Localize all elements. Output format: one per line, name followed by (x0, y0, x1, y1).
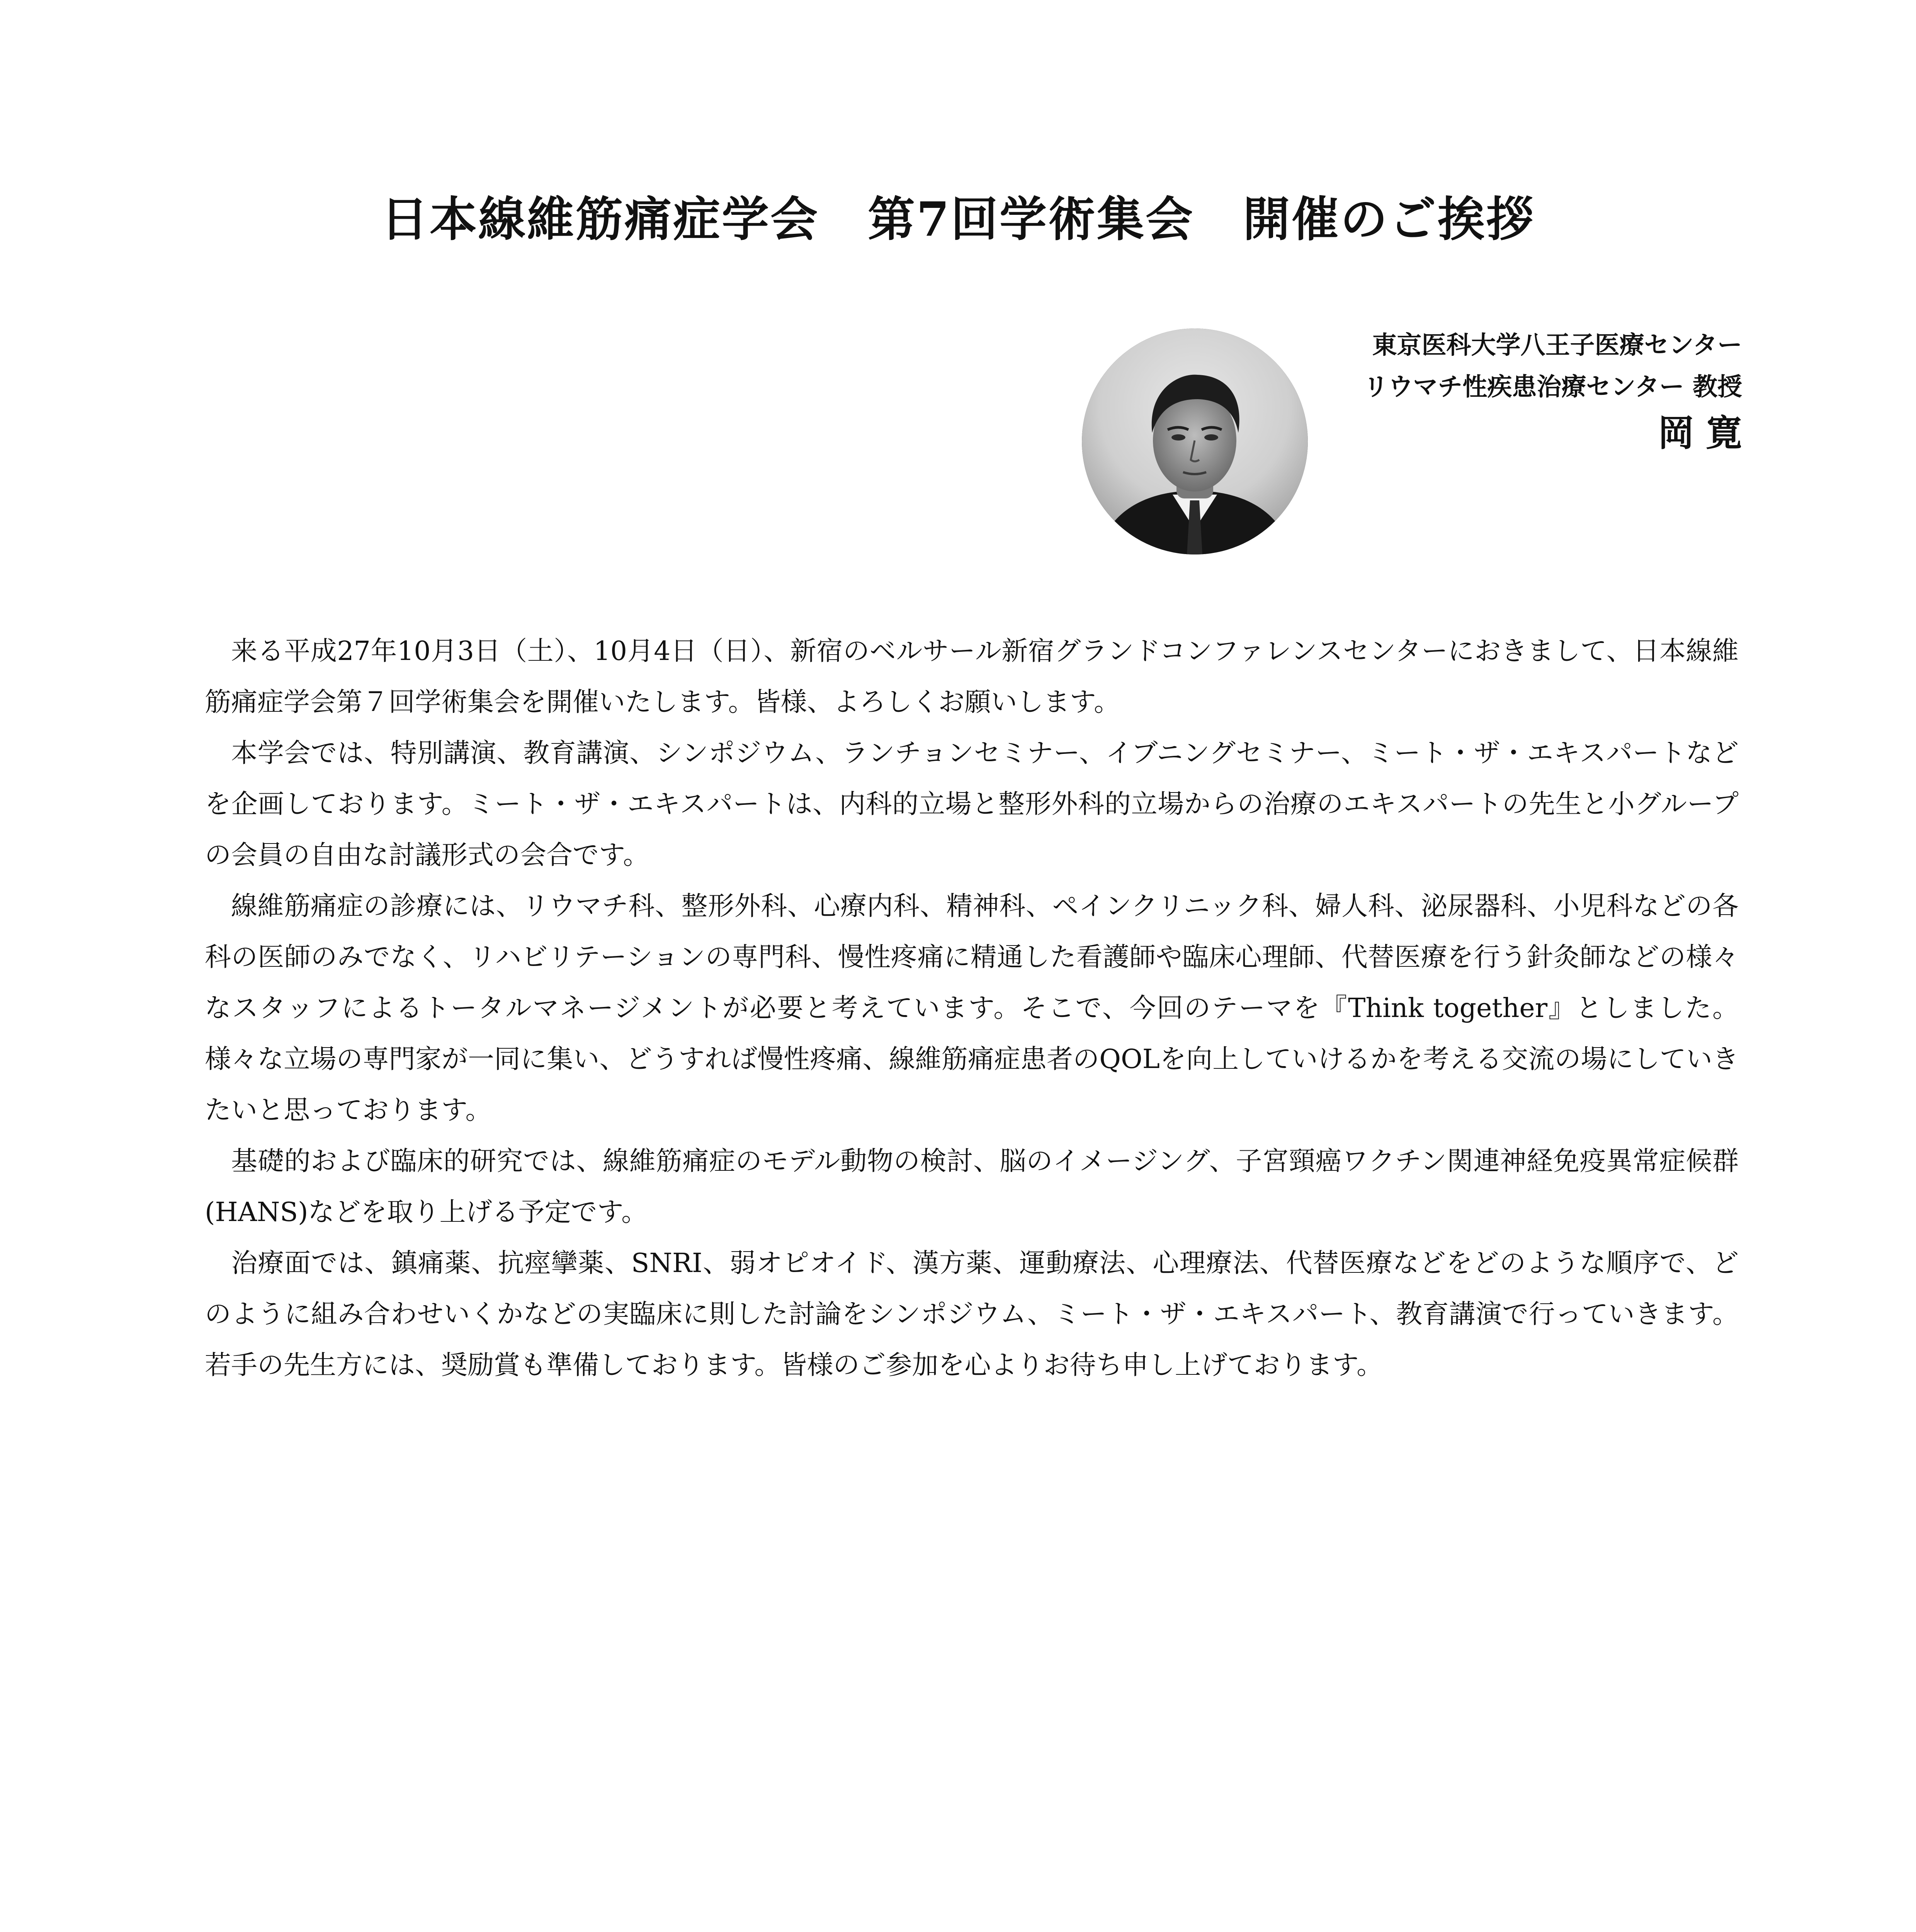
body-paragraph: 治療面では、鎮痛薬、抗痙攣薬、SNRI、弱オピオイド、漢方薬、運動療法、心理療法、代替医療などをどのような順序で、どのように組み合わせいくかなどの実臨床に則した討論をシンポジウム、ミート・ザ・エキスパート、教育講演で行っていきます。若手の先生方には、奨励賞も準備しております。皆様のご参加を心よりお待ち申し上げております。 (205, 1248, 1739, 1381)
author-affiliation-line2: リウマチ性疾患治療センター 教授 (1363, 372, 1742, 401)
body-paragraph: 本学会では、特別講演、教育講演、シンポジウム、ランチョンセミナー、イブニングセミナー、ミート・ザ・エキスパートなどを企画しております。ミート・ザ・エキスパートは、内科的立場と整形外科的立場からの治療のエキスパートの先生と小グループの会員の自由な討議形式の会合です。 (205, 738, 1739, 871)
portrait-photo (1082, 328, 1308, 554)
body-paragraph: 線維筋痛症の診療には、リウマチ科、整形外科、心療内科、精神科、ペインクリニック科、婦人科、泌尿器科、小児科などの各科の医師のみでなく、リハビリテーションの専門科、慢性疼痛に精通した看護師や臨床心理師、代替医療を行う針灸師などの様々なスタッフによるトータルマネージメントが必要と考えています。そこで、今回のテーマを『Think together』としました。様々な立場の専門家が一同に集い、どうすれば慢性疼痛、線維筋痛症患者のQOLを向上していけるかを考える交流の場にしていきたいと思っております。 (205, 891, 1739, 1126)
author-name: 岡寛 (1658, 412, 1754, 454)
page-title: 日本線維筋痛症学会 第7回学術集会 開催のご挨拶 (381, 191, 1535, 247)
body-paragraph: 基礎的および臨床的研究では、線維筋痛症のモデル動物の検討、脳のイメージング、子宮頸癌ワクチン関連神経免疫異常症候群(HANS)などを取り上げる予定です。 (205, 1146, 1739, 1228)
author-block (1363, 325, 1754, 458)
author-portrait (1082, 328, 1308, 554)
author-affiliation-line1: 東京医科大学八王子医療センター (1372, 331, 1742, 360)
greeting-body (205, 626, 1739, 1391)
body-paragraph: 来る平成27年10月3日（土）、10月4日（日）、新宿のベルサール新宿グランドコンファレンスセンターにおきまして、日本線維筋痛症学会第７回学術集会を開催いたします。皆様、よろしくお願いします。 (205, 636, 1739, 718)
